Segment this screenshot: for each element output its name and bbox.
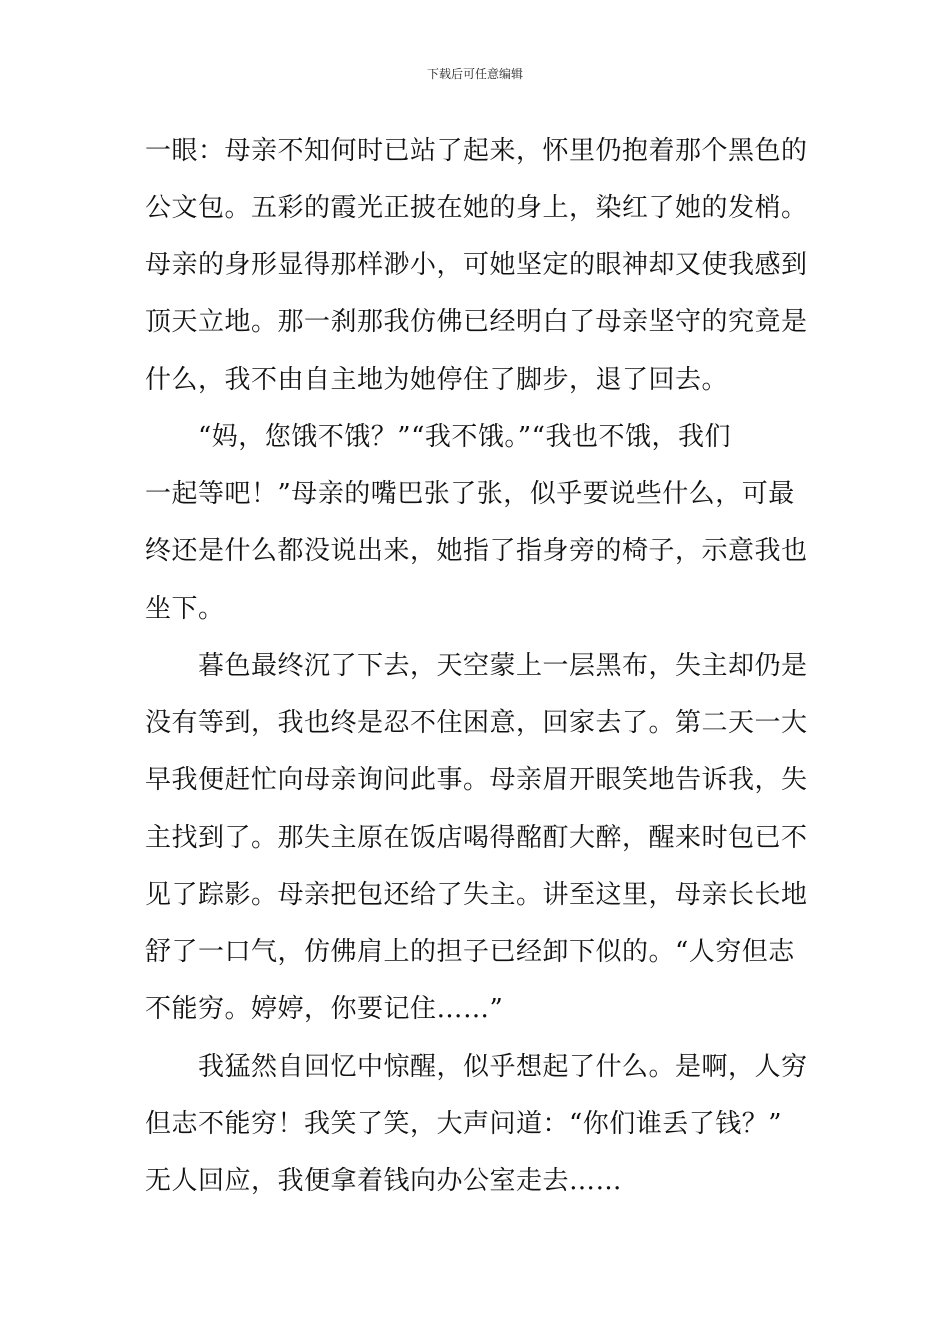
text-line: 主找到了。那失主原在饭店喝得酩酊大醉，醒来时包已不 xyxy=(145,823,808,853)
text-line: 舒了一口气，仿佛肩上的担子已经卸下似的。“人穷但志 xyxy=(145,937,795,967)
text-line: 但志不能穷！我笑了笑，大声问道：“你们谁丢了钱？” xyxy=(145,1109,783,1139)
text-line: 终还是什么都没说出来，她指了指身旁的椅子，示意我也 xyxy=(145,536,808,566)
text-line: 见了踪影。母亲把包还给了失主。讲至这里，母亲长长地 xyxy=(145,880,808,910)
text-line: 我猛然自回忆中惊醒，似乎想起了什么。是啊，人穷 xyxy=(198,1052,808,1082)
text-line: 不能穷。婷婷，你要记住……” xyxy=(145,994,504,1024)
text-line: 早我便赶忙向母亲询问此事。母亲眉开眼笑地告诉我，失 xyxy=(145,765,808,795)
text-line: 暮色最终沉了下去，天空蒙上一层黑布，失主却仍是 xyxy=(198,651,808,681)
text-line: 没有等到，我也终是忍不住困意，回家去了。第二天一大 xyxy=(145,708,808,738)
text-line: 顶天立地。那一刹那我仿佛已经明白了母亲坚守的究竟是 xyxy=(145,307,808,337)
page-header: 下载后可任意编辑 xyxy=(426,67,523,81)
text-line: 母亲的身形显得那样渺小，可她坚定的眼神却又使我感到 xyxy=(145,250,808,280)
text-line: 什么，我不由自主地为她停住了脚步，退了回去。 xyxy=(145,365,729,395)
text-line: 一起等吧！”母亲的嘴巴张了张，似乎要说些什么，可最 xyxy=(145,479,795,509)
text-line: “妈，您饿不饿？”“我不饿。”“我也不饿，我们 xyxy=(198,422,731,452)
text-line: 坐下。 xyxy=(145,594,225,624)
text-line: 无人回应，我便拿着钱向办公室走去…… xyxy=(145,1166,623,1196)
text-line: 一眼：母亲不知何时已站了起来，怀里仍抱着那个黑色的 xyxy=(145,136,808,166)
text-line: 公文包。五彩的霞光正披在她的身上，染红了她的发梢。 xyxy=(145,193,808,223)
